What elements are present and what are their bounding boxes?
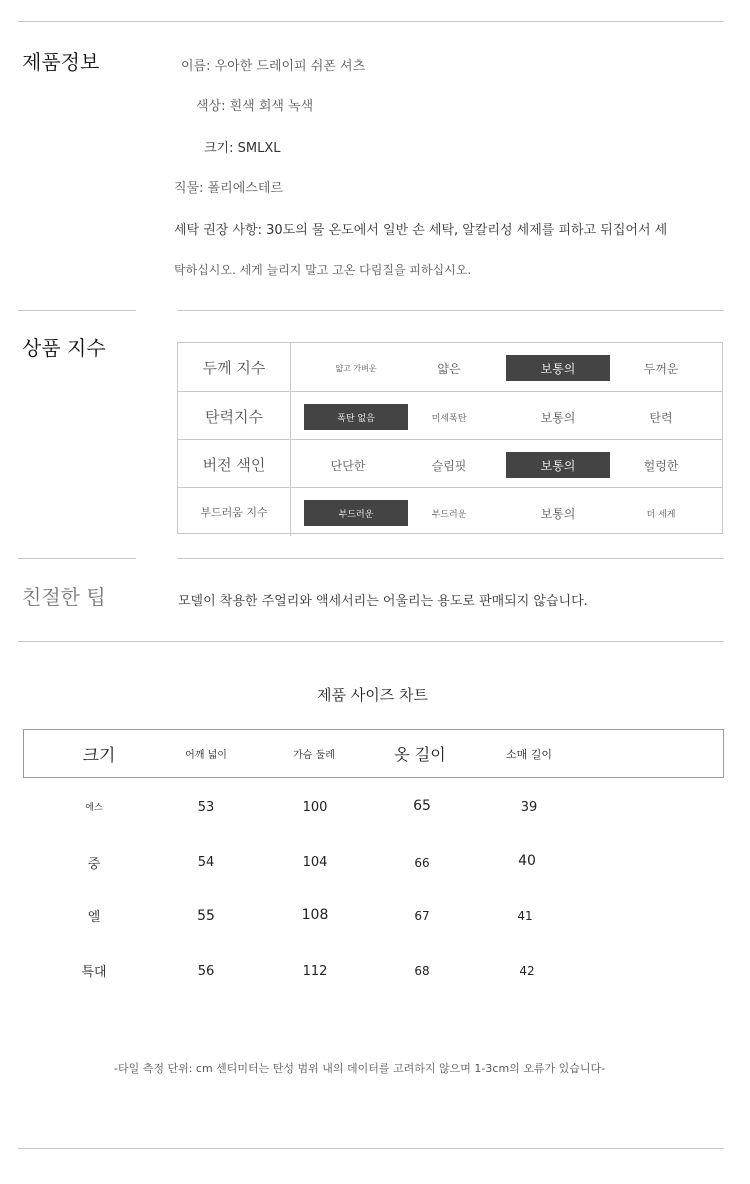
info-wash-line-2: 탁하십시오. 세게 늘리지 말고 고온 다림질을 피하십시오. [174, 263, 472, 277]
index-option: 단단한 [330, 458, 366, 473]
top-divider [18, 21, 724, 22]
size-chart-header [23, 729, 724, 778]
size-cell: 56 [197, 964, 215, 979]
index-option-selected: 보통의 [506, 355, 610, 381]
index-row-label: 부드러움 지수 [178, 488, 291, 536]
product-index-title: 상품 지수 [22, 336, 106, 360]
index-option: 두꺼운 [643, 361, 679, 376]
size-header-shoulder: 어깨 넓이 [185, 750, 227, 761]
size-cell: 67 [414, 909, 430, 923]
product-info-title: 제품정보 [22, 50, 100, 74]
info-wash-line-1: 세탁 권장 사항: 30도의 물 온도에서 일반 손 세탁, 알칼리성 세제를 피하고 뒤집어서 세 [174, 223, 668, 238]
index-option: 슬림핏 [431, 458, 467, 473]
index-option: 헐렁한 [643, 458, 679, 473]
size-row-label: 특대 [81, 965, 107, 980]
product-info-divider-right [177, 310, 724, 311]
index-divider-right [177, 558, 724, 559]
index-row-label: 버전 색인 [178, 440, 291, 488]
size-cell: 41 [517, 909, 533, 923]
index-option-selected: 부드러운 [304, 500, 408, 526]
size-row-label: 중 [87, 857, 101, 872]
size-cell: 40 [518, 853, 536, 869]
index-row-label: 두께 지수 [178, 343, 291, 391]
size-header-sleeve: 소매 길이 [505, 747, 552, 761]
size-cell: 66 [414, 856, 430, 870]
size-cell: 65 [413, 798, 431, 814]
info-color-line: 색상: 흰색 회색 녹색 [196, 99, 314, 114]
index-option: 부드러운 [431, 509, 467, 520]
index-option: 얇고 가벼운 [335, 363, 377, 373]
info-fabric-line: 직물: 폴리에스테르 [174, 181, 283, 196]
tips-divider [18, 641, 724, 642]
size-cell: 108 [301, 907, 329, 923]
index-option: 보통의 [540, 410, 576, 425]
size-header-chest: 가슴 둘레 [293, 750, 335, 761]
size-cell: 54 [197, 855, 215, 870]
size-header-length: 옷 길이 [394, 745, 446, 764]
size-row-label: 에스 [85, 803, 103, 813]
index-option: 미세폭탄 [431, 413, 467, 424]
index-divider-left [18, 558, 136, 559]
size-cell: 42 [519, 964, 535, 978]
product-index-table [177, 342, 723, 534]
index-row-label: 탄력지수 [178, 392, 291, 440]
tips-title: 친절한 팁 [22, 585, 106, 609]
tips-text: 모델이 착용한 주얼리와 액세서리는 어울리는 용도로 판매되지 않습니다. [178, 594, 588, 609]
index-row-softness [178, 487, 722, 536]
size-cell: 68 [414, 964, 430, 978]
info-name-line: 이름: 우아한 드레이피 쉬폰 셔츠 [181, 59, 366, 74]
index-option-selected: 폭탄 없음 [304, 404, 408, 430]
index-option-selected: 보통의 [506, 452, 610, 478]
index-option: 보통의 [540, 506, 576, 521]
index-option: 탄력 [649, 410, 673, 425]
size-chart-footnote: -타일 측정 단위: cm 센티미터는 탄성 범위 내의 데이터를 고려하지 않으며 1-3cm의 오류가 있습니다- [114, 1062, 606, 1075]
size-cell: 39 [520, 800, 538, 815]
index-row-fit [178, 439, 722, 488]
size-cell: 55 [197, 908, 215, 924]
index-row-elasticity [178, 391, 722, 440]
size-cell: 104 [302, 855, 328, 870]
size-header-size: 크기 [82, 746, 116, 766]
size-cell: 100 [302, 800, 328, 815]
index-row-thickness [178, 343, 722, 391]
info-size-line: 크기: SMLXL [204, 141, 281, 156]
bottom-divider [18, 1148, 724, 1149]
size-cell: 53 [197, 800, 215, 815]
size-row-label: 엘 [87, 910, 101, 925]
product-info-divider-left [18, 310, 136, 311]
size-cell: 112 [302, 964, 328, 979]
size-chart-title: 제품 사이즈 차트 [317, 686, 428, 704]
index-option: 더 세게 [646, 509, 676, 520]
index-option: 얇은 [437, 361, 461, 376]
